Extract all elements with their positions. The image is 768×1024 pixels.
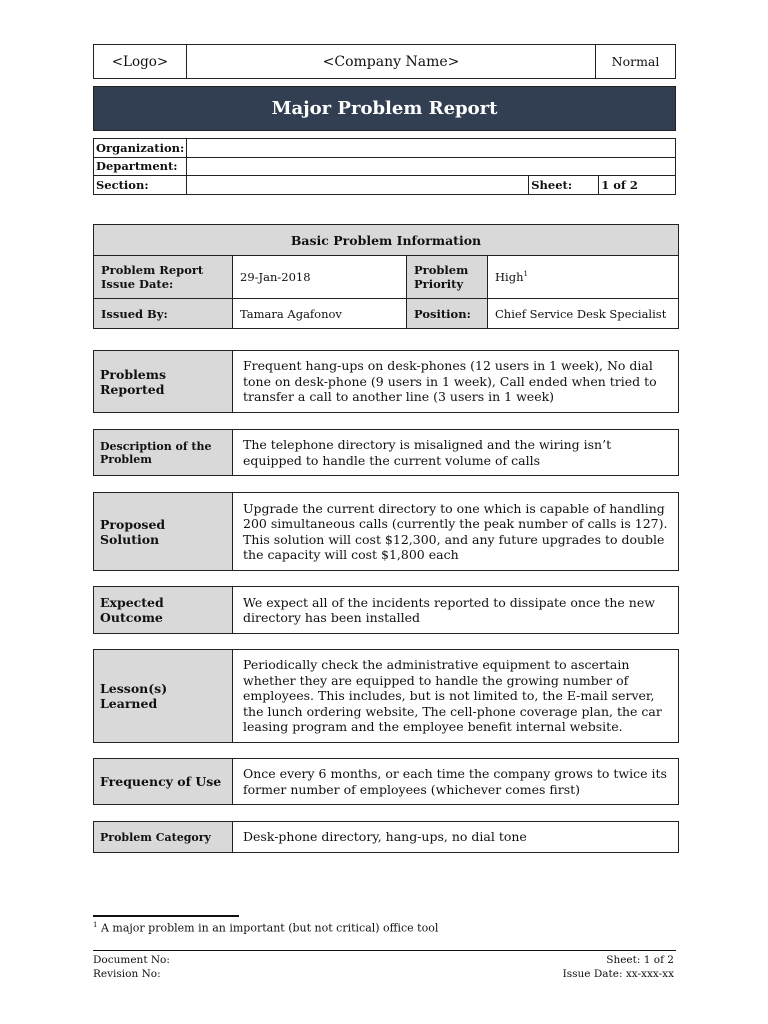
department-field[interactable]	[187, 157, 676, 176]
problems-reported-text: Frequent hang-ups on desk-phones (12 users in 1 week), No dial tone on desk-phone (9 users in 1 week), Call ended when tried to transfer a call to another line (3 users in 1 week)	[233, 351, 679, 413]
organization-table	[93, 138, 676, 195]
footnote-text: A major problem in an important (but not critical) office tool	[100, 921, 439, 935]
footer-left	[93, 953, 170, 981]
sheet-value: 1 of 2	[599, 176, 676, 195]
organization-field[interactable]	[187, 139, 676, 158]
position-label: Position:	[407, 299, 488, 329]
footer-issue-date: Issue Date: xx-xxx-xx	[562, 968, 674, 980]
footer-sheet: Sheet: 1 of 2	[606, 954, 674, 966]
sheet-label: Sheet:	[529, 176, 599, 195]
description-text: The telephone directory is misaligned and the wiring isn’t equipped to handle the current volume of calls	[233, 430, 679, 476]
expected-outcome-block	[93, 586, 679, 634]
priority-footnote-mark: 1	[523, 270, 528, 279]
problems-reported-label: Problems Reported	[94, 351, 233, 413]
problem-category-label: Problem Category	[94, 822, 233, 853]
footnote-separator	[93, 915, 239, 917]
report-title: Major Problem Report	[93, 86, 676, 131]
company-name: <Company Name>	[187, 45, 596, 79]
frequency-of-use-label: Frequency of Use	[94, 759, 233, 805]
proposed-solution-block	[93, 492, 679, 571]
lessons-learned-block	[93, 649, 679, 743]
priority-cell	[488, 256, 679, 299]
description-block	[93, 429, 679, 476]
priority-label: Problem Priority	[407, 256, 488, 299]
problems-reported-block	[93, 350, 679, 413]
department-label: Department:	[94, 157, 187, 176]
lessons-learned-label: Lesson(s) Learned	[94, 650, 233, 743]
revision-number-label: Revision No:	[93, 968, 161, 980]
footer-separator	[93, 950, 676, 951]
lessons-learned-text: Periodically check the administrative equipment to ascertain whether they are equipped to handle the growing number of employees. This includes, but is not limited to, the E-mail server, the lunch ordering website, The cell-phone coverage plan, the car leasing program and the employee benefit internal website.	[233, 650, 679, 743]
problem-category-text: Desk-phone directory, hang-ups, no dial tone	[233, 822, 679, 853]
expected-outcome-label: Expected Outcome	[94, 587, 233, 634]
position-value: Chief Service Desk Specialist	[488, 299, 679, 329]
status-label: Normal	[596, 45, 676, 79]
organization-label: Organization:	[94, 139, 187, 158]
issue-date-value: 29-Jan-2018	[233, 256, 407, 299]
basic-info-heading: Basic Problem Information	[94, 225, 679, 256]
priority-value: High	[495, 270, 524, 284]
section-label: Section:	[94, 176, 187, 195]
proposed-solution-label: Proposed Solution	[94, 493, 233, 571]
expected-outcome-text: We expect all of the incidents reported to dissipate once the new directory has been installed	[233, 587, 679, 634]
problem-category-block	[93, 821, 679, 853]
document-header	[93, 44, 676, 79]
frequency-of-use-text: Once every 6 months, or each time the company grows to twice its former number of employees (whichever comes first)	[233, 759, 679, 805]
section-field[interactable]	[187, 176, 529, 195]
logo-placeholder: <Logo>	[94, 45, 187, 79]
proposed-solution-text: Upgrade the current directory to one which is capable of handling 200 simultaneous calls (currently the peak number of calls is 127). This solution will cost $12,300, and any future upgrades to double the capacity will cost $1,800 each	[233, 493, 679, 571]
footnote-mark: 1	[93, 921, 98, 929]
document-number-label: Document No:	[93, 954, 170, 966]
footnote	[93, 921, 438, 935]
issue-date-label: Problem Report Issue Date:	[94, 256, 233, 299]
basic-info-table	[93, 224, 679, 329]
frequency-of-use-block	[93, 758, 679, 805]
footer-right	[500, 953, 674, 981]
issued-by-label: Issued By:	[94, 299, 233, 329]
description-label: Description of the Problem	[94, 430, 233, 476]
issued-by-value: Tamara Agafonov	[233, 299, 407, 329]
